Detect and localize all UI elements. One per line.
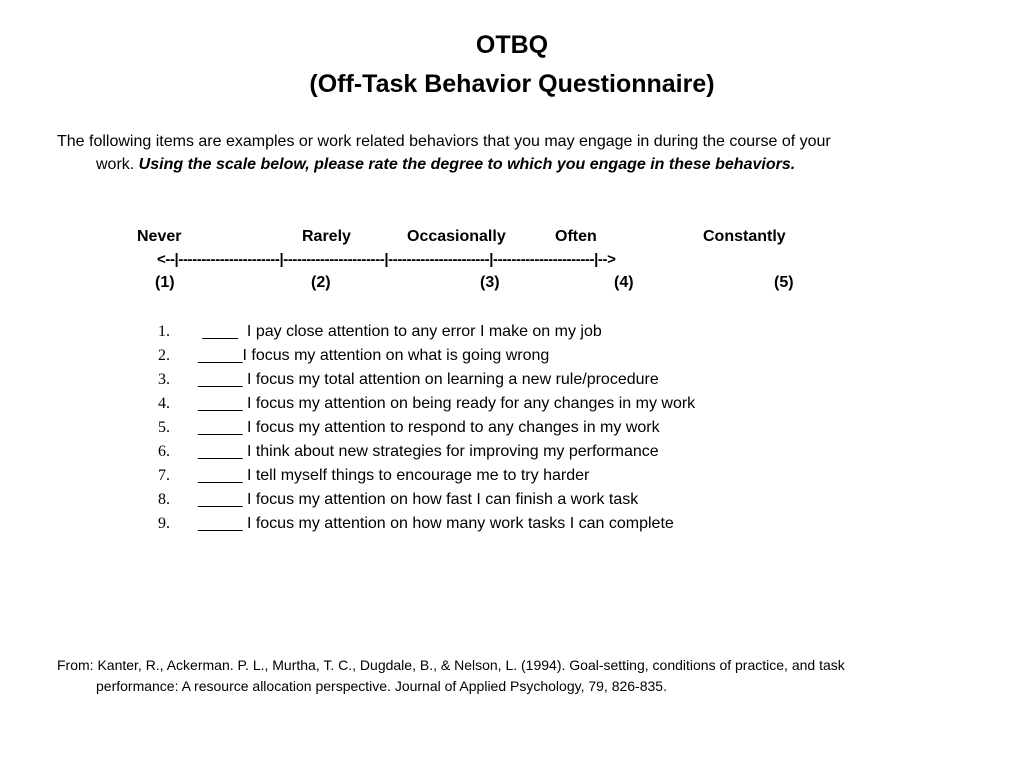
instructions-emphasis: Using the scale below, please rate the degree to which you engage in these behaviors. (138, 156, 796, 173)
instructions-line-2 (57, 153, 957, 176)
citation-line-2: performance: A resource allocation perspective. Journal of Applied Psychology, 79, 826-835. (96, 678, 667, 694)
item-text: _____ I focus my attention to respond to any changes in my work (198, 419, 660, 436)
scale-number-2: (2) (311, 274, 331, 291)
scale-number-4: (4) (614, 274, 634, 291)
item-number: 4. (158, 395, 170, 412)
instructions-plain-text: work. (96, 156, 139, 173)
scale-label-rarely: Rarely (302, 228, 351, 245)
instructions (57, 130, 957, 176)
scale-arrow-line: <--|----------------------|----------------------|----------------------|----------------------|--> (157, 251, 616, 268)
item-number: 2. (158, 347, 170, 364)
scale-label-never: Never (137, 228, 182, 245)
instructions-line-1: The following items are examples or work related behaviors that you may engage in during the course of your (57, 133, 831, 150)
item-number: 8. (158, 491, 170, 508)
item-number: 6. (158, 443, 170, 460)
item-text: _____ I focus my attention on how many work tasks I can complete (198, 515, 674, 532)
citation-line-1: From: Kanter, R., Ackerman. P. L., Murtha, T. C., Dugdale, B., & Nelson, L. (1994). Goal-setting, conditions of practice, and task (57, 657, 845, 673)
scale-number-3: (3) (480, 274, 500, 291)
scale-number-1: (1) (155, 274, 175, 291)
item-number: 9. (158, 515, 170, 532)
item-number: 1. (158, 323, 170, 340)
item-text: _____I focus my attention on what is going wrong (198, 347, 550, 364)
item-text: _____ I focus my attention on how fast I can finish a work task (198, 491, 639, 508)
item-text: _____ I think about new strategies for improving my performance (198, 443, 659, 460)
citation (57, 655, 977, 697)
scale-label-occasionally: Occasionally (407, 228, 506, 245)
scale-label-often: Often (555, 228, 597, 245)
item-number: 7. (158, 467, 170, 484)
item-number: 5. (158, 419, 170, 436)
page-title: OTBQ (475, 31, 549, 59)
item-text: _____ I focus my total attention on learning a new rule/procedure (198, 371, 659, 388)
scale-label-constantly: Constantly (703, 228, 786, 245)
item-text: _____ I focus my attention on being ready for any changes in my work (198, 395, 696, 412)
item-number: 3. (158, 371, 170, 388)
scale-number-5: (5) (774, 274, 794, 291)
page-subtitle: (Off-Task Behavior Questionnaire) (309, 70, 715, 98)
item-text: ____ I pay close attention to any error I make on my job (198, 323, 602, 340)
item-text: _____ I tell myself things to encourage me to try harder (198, 467, 590, 484)
